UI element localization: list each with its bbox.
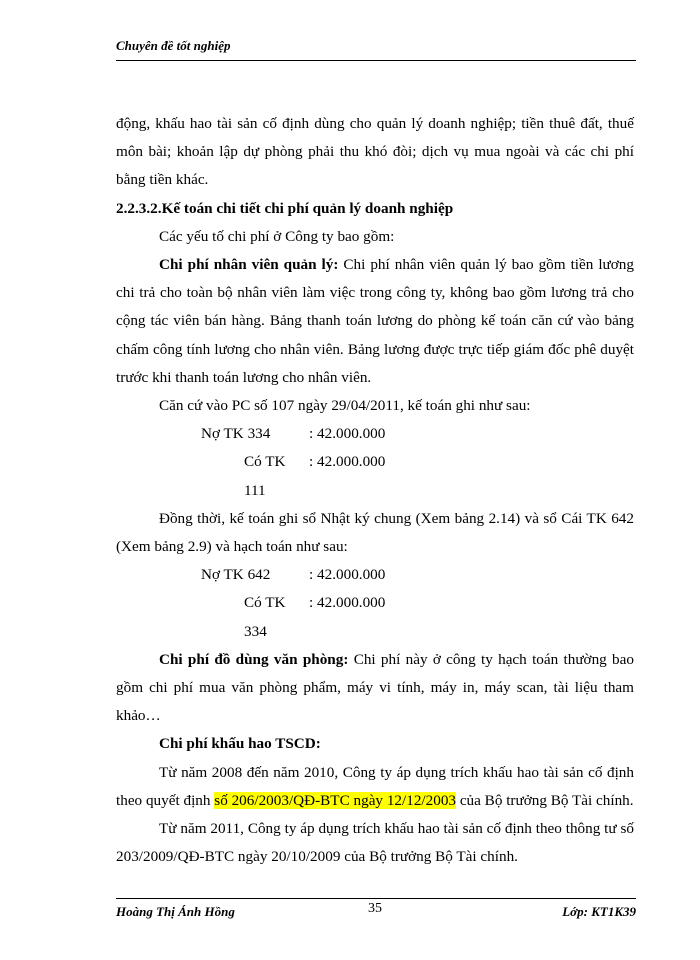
paragraph-ledger: Đồng thời, kế toán ghi sổ Nhật ký chung (Xem bảng 2.14) và sổ Cái TK 642 (Xem bảng 2.9) và hạch toán như sau: bbox=[116, 509, 634, 556]
footer-class: Lớp: KT1K39 bbox=[562, 904, 636, 919]
journal-entry-2-debit bbox=[116, 561, 634, 589]
entry2-credit-label: Có TK 334 bbox=[244, 594, 286, 640]
paragraph-depreciation-2008 bbox=[116, 759, 634, 815]
paragraph-staff-cost bbox=[116, 251, 634, 392]
paragraph-intro: Các yếu tố chi phí ở Công ty bao gồm: bbox=[159, 227, 395, 245]
highlighted-decision: số 206/2003/QĐ-BTC ngày 12/12/2003 bbox=[214, 791, 457, 809]
section-heading: 2.2.3.2.Kế toán chi tiết chi phí quản lý doanh nghiệp bbox=[116, 199, 454, 217]
footer-author: Hoàng Thị Ánh Hồng bbox=[116, 904, 235, 919]
depreciation-2008-before: Từ năm 2008 đến năm 2010, Công ty áp dụng trích khấu hao tài sản cố định theo quyết định bbox=[116, 763, 634, 809]
paragraph-office-supplies bbox=[116, 646, 634, 731]
journal-entry-1-debit bbox=[116, 420, 634, 448]
journal-entry-1-credit bbox=[116, 448, 634, 504]
office-supplies-label: Chi phí đồ dùng văn phòng: bbox=[159, 650, 349, 668]
page-number: 35 bbox=[368, 901, 382, 916]
entry1-credit-amount: : 42.000.000 bbox=[309, 453, 386, 471]
entry2-debit-amount: : 42.000.000 bbox=[309, 566, 386, 584]
entry2-debit-label: Nợ TK 642 bbox=[201, 566, 271, 584]
depreciation-heading: Chi phí khấu hao TSCD: bbox=[159, 735, 321, 753]
footer-rule bbox=[116, 898, 636, 899]
entry1-credit-label: Có TK 111 bbox=[244, 453, 286, 499]
entry1-debit-label: Nợ TK 334 bbox=[201, 425, 271, 443]
running-header: Chuyên đề tốt nghiệp bbox=[116, 38, 231, 53]
depreciation-2008-after: của Bộ trưởng Bộ Tài chính. bbox=[456, 791, 634, 809]
paragraph-basis: Căn cứ vào PC số 107 ngày 29/04/2011, kế toán ghi như sau: bbox=[159, 397, 531, 415]
staff-cost-text: Chi phí nhân viên quản lý bao gồm tiền lương chi trả cho toàn bộ nhân viên làm việc trong công ty, không bao gồm lương trả cho cộng tác viên bán hàng. Bảng thanh toán lương do phòng kế toán căn cứ vào bảng chấm công tính lương cho nhân viên. Bảng lương được trực tiếp giám đốc phê duyệt trước khi thanh toán lương cho nhân viên. bbox=[116, 256, 634, 386]
journal-entry-2-credit bbox=[116, 589, 634, 645]
paragraph-depreciation-2011: Từ năm 2011, Công ty áp dụng trích khấu hao tài sản cố định theo thông tư số 203/2009/QĐ-BTC ngày 20/10/2009 của Bộ trưởng Bộ Tài chính. bbox=[116, 820, 634, 866]
header-rule bbox=[116, 60, 636, 61]
office-supplies-text: Chi phí này ở công ty hạch toán thường bao gồm chi phí mua văn phòng phẩm, máy vi tính, máy in, máy scan, tài liệu tham khảo… bbox=[116, 650, 634, 725]
paragraph-continuation: động, khấu hao tài sản cố định dùng cho quản lý doanh nghiệp; tiền thuê đất, thuế môn bài; khoản lập dự phòng phải thu khó đòi; dịch vụ mua ngoài và các chi phí bằng tiền khác. bbox=[116, 115, 634, 189]
staff-cost-label: Chi phí nhân viên quản lý: bbox=[159, 256, 339, 274]
entry2-credit-amount: : 42.000.000 bbox=[309, 594, 386, 612]
entry1-debit-amount: : 42.000.000 bbox=[309, 425, 386, 443]
page-body bbox=[116, 110, 634, 871]
